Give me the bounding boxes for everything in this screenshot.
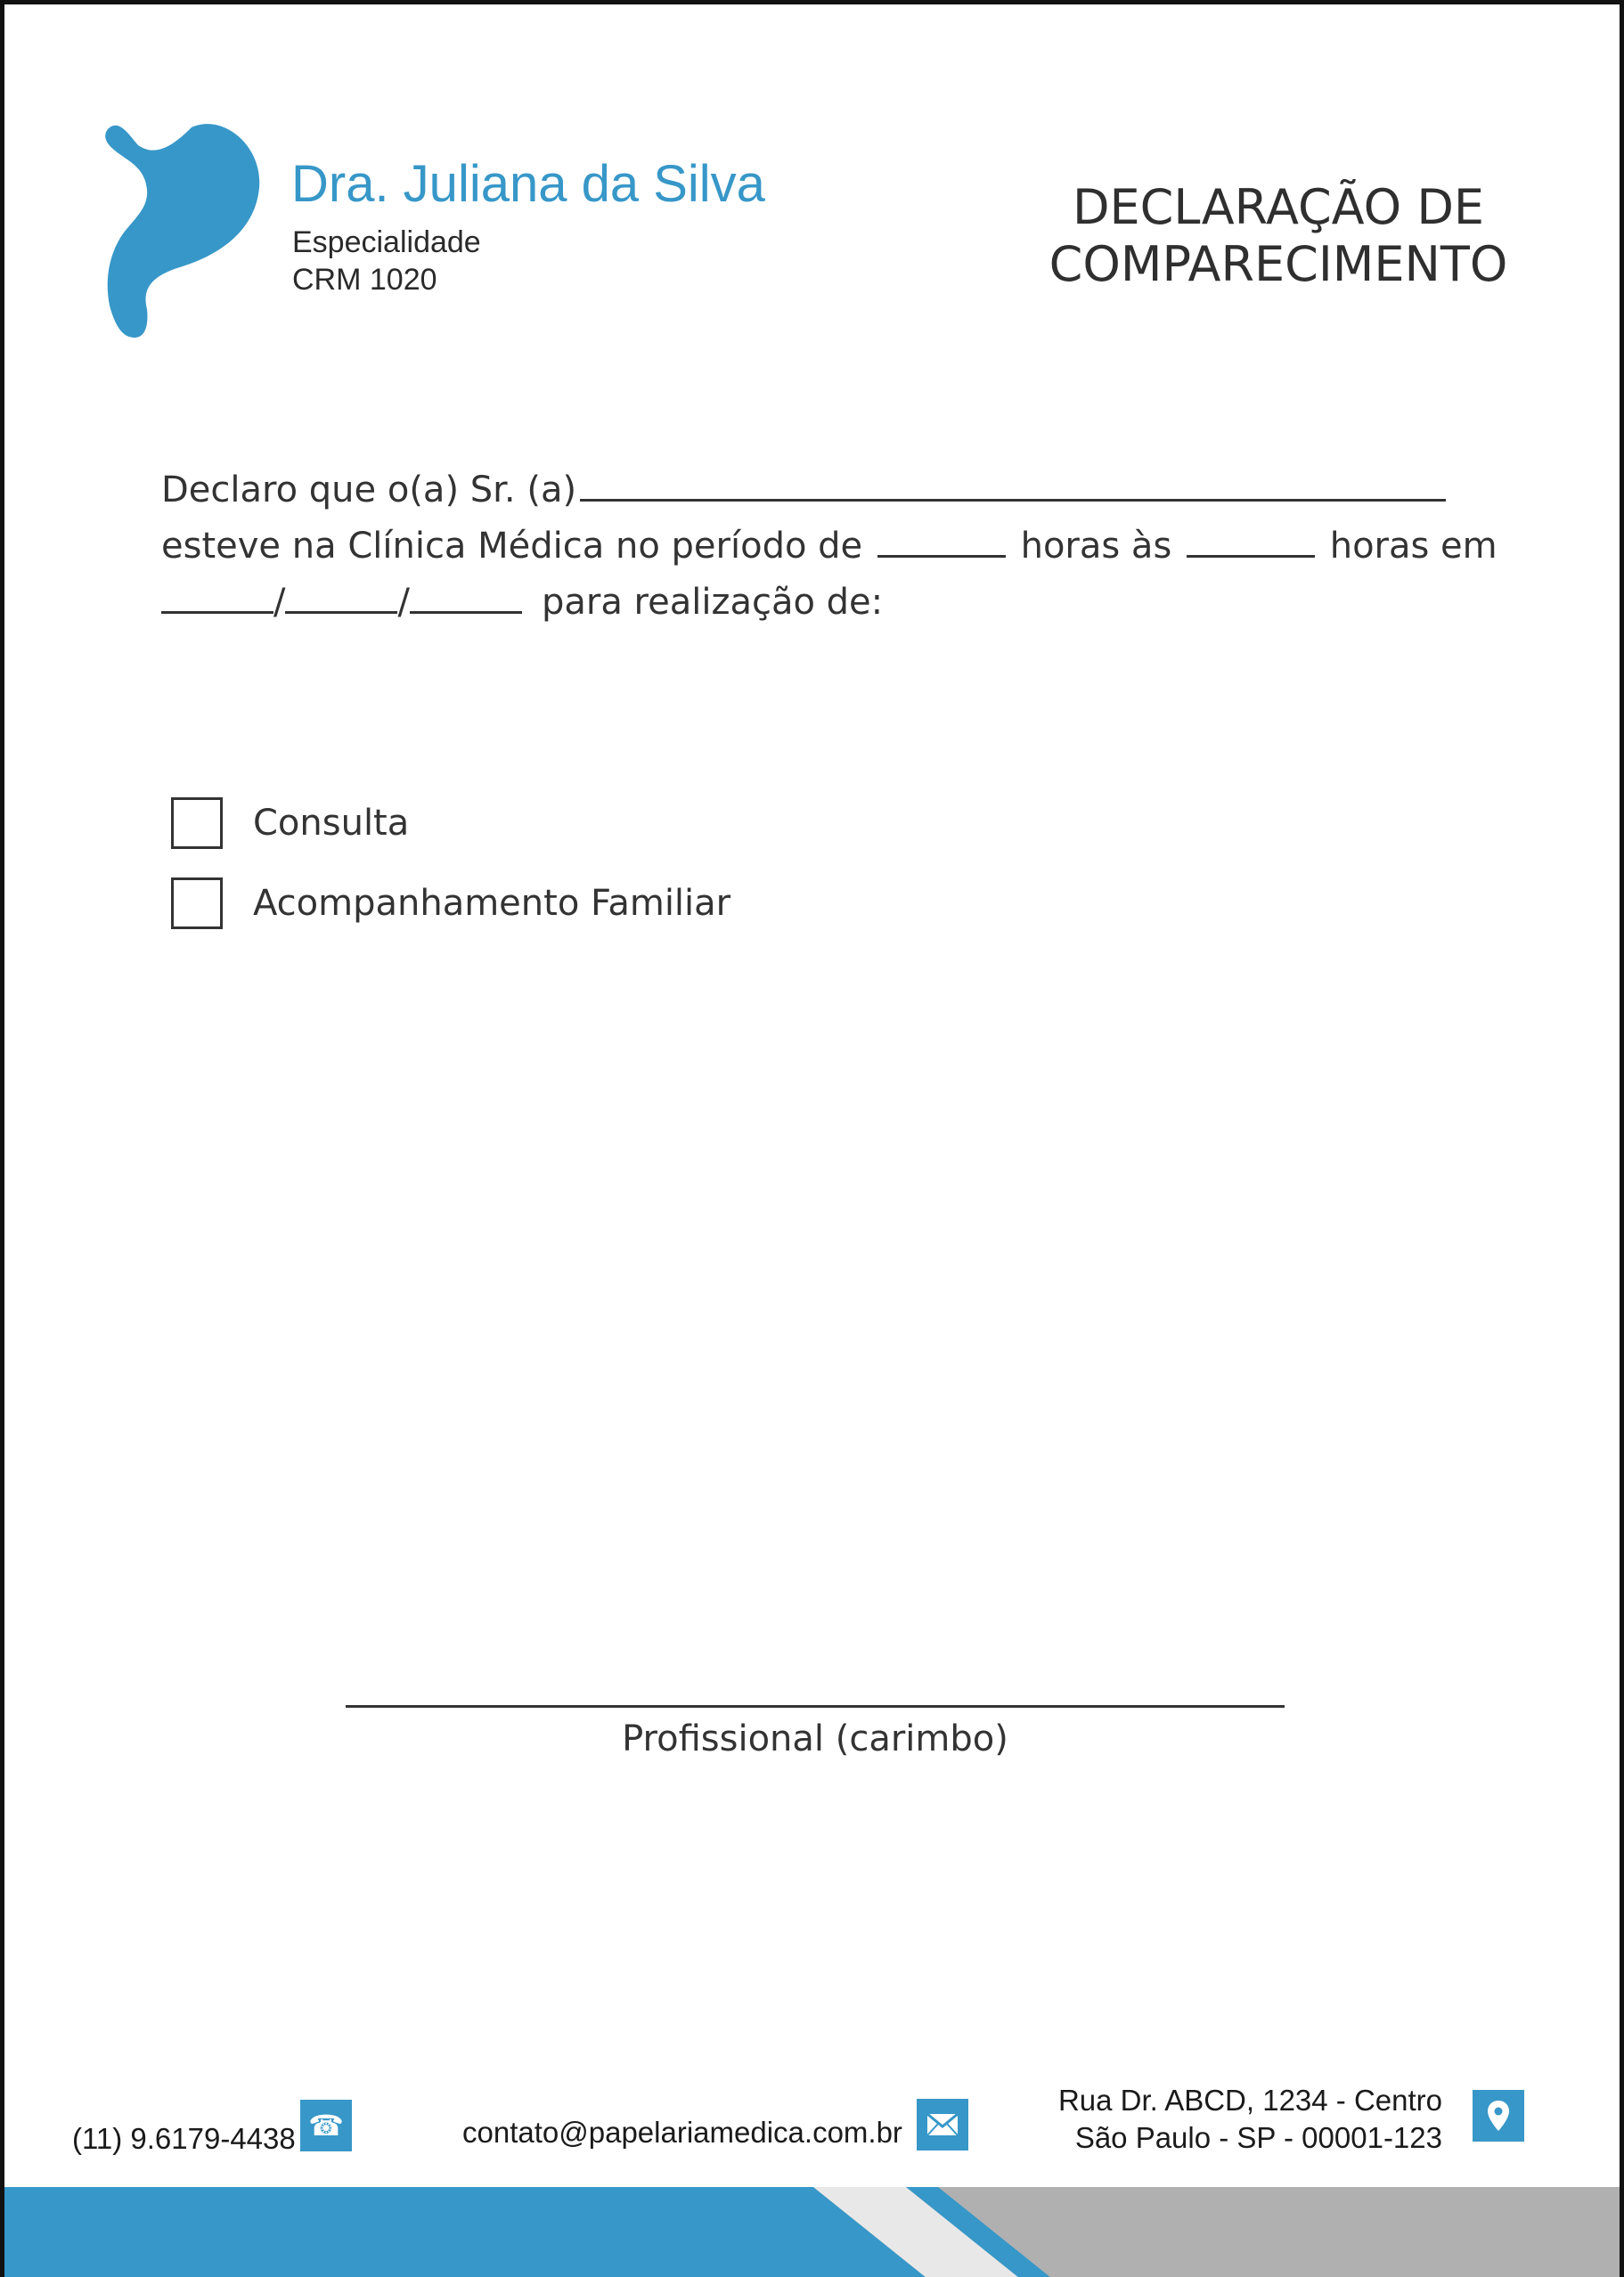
declaration-prefix: Declaro que o(a) Sr. (a) xyxy=(161,469,577,510)
day-blank[interactable] xyxy=(161,575,273,614)
phone-icon: ☎ xyxy=(300,2100,352,2151)
declaration-line3 xyxy=(161,575,1471,631)
consulta-checkbox[interactable] xyxy=(171,797,223,849)
acompanhamento-label: Acompanhamento Familiar xyxy=(253,883,731,924)
declaration-line2 xyxy=(161,518,1498,575)
year-blank[interactable] xyxy=(410,575,522,614)
location-pin-icon xyxy=(1473,2090,1524,2142)
date-separator: / xyxy=(273,582,286,623)
footer-band xyxy=(4,2187,1624,2277)
footer-phone: (11) 9.6179-4438 xyxy=(72,2122,296,2155)
doctor-crm: CRM 1020 xyxy=(292,263,437,297)
hours-to-text: horas às xyxy=(1020,526,1172,567)
month-blank[interactable] xyxy=(285,575,397,614)
envelope-icon xyxy=(917,2099,968,2150)
hours-on-text: horas em xyxy=(1329,526,1498,567)
footer-address-line2: São Paulo - SP - 00001-123 xyxy=(1074,2121,1442,2154)
acompanhamento-checkbox[interactable] xyxy=(171,877,223,929)
doctor-specialty: Especialidade xyxy=(292,225,481,259)
date-separator: / xyxy=(397,582,410,623)
patient-name-blank[interactable] xyxy=(580,463,1446,502)
end-hour-blank[interactable] xyxy=(1187,519,1315,558)
start-hour-blank[interactable] xyxy=(877,519,1006,558)
document-title-line2: COMPARECIMENTO xyxy=(1049,236,1508,292)
signature-line[interactable] xyxy=(346,1705,1285,1708)
doctor-name: Dra. Juliana da Silva xyxy=(291,155,765,213)
declaration-line1 xyxy=(161,462,1471,518)
stomach-icon xyxy=(102,118,263,341)
period-text: esteve na Clínica Médica no período de xyxy=(161,526,863,567)
footer-address-line1: Rua Dr. ABCD, 1234 - Centro xyxy=(1057,2084,1442,2117)
signature-label: Profissional (carimbo) xyxy=(622,1718,1008,1759)
document-title xyxy=(984,179,1572,293)
option-consulta[interactable] xyxy=(171,797,409,849)
consulta-label: Consulta xyxy=(253,803,410,844)
option-acompanhamento[interactable] xyxy=(171,877,730,929)
purpose-text: para realização de: xyxy=(541,582,884,623)
document-title-line1: DECLARAÇÃO DE xyxy=(1072,179,1485,235)
footer-email[interactable]: contato@papelariamedica.com.br xyxy=(462,2116,902,2149)
